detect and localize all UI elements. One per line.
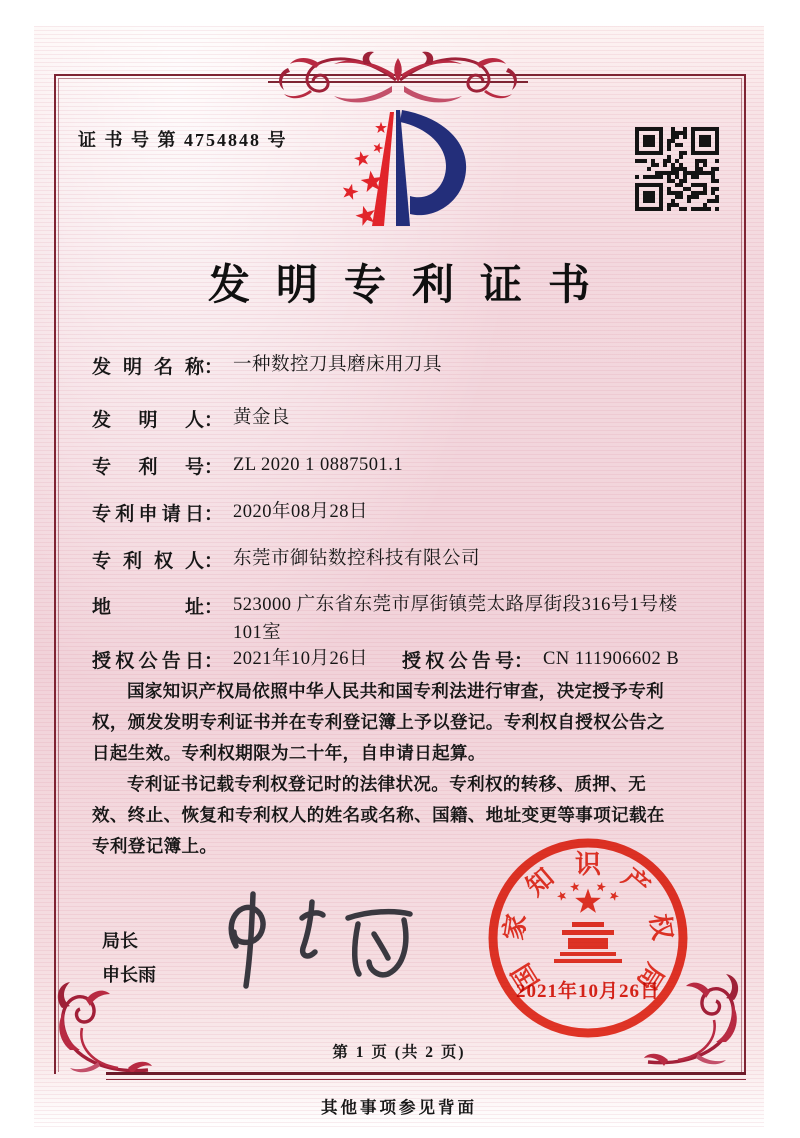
bottom-left-flourish [40,978,152,1078]
handwritten-signature [206,888,436,993]
qr-code [635,127,719,211]
field-filing-date [92,499,692,527]
field-colon: ： [204,651,224,672]
field-value: 523000 广东省东莞市厚街镇莞太路厚街段316号1号楼101室 [233,595,678,643]
field-label: 地址 [92,597,204,618]
seal-date: 2021年10月26日 [515,981,660,1002]
field-colon: ： [204,597,224,618]
field-value: ZL 2020 1 0887501.1 [233,455,404,475]
certificate-title: 发明专利证书 [207,263,616,309]
field-colon: ： [204,457,224,478]
svg-text:识: 识 [574,849,602,879]
svg-text:权: 权 [644,911,678,942]
field-value: 东莞市御钻数控科技有限公司 [233,549,481,569]
field-value: 2020年08月28日 [233,502,369,522]
legal-paragraph-2: 专利证书记载专利权登记时的法律状况。专利权的转移、质押、无效、终止、恢复和专利权人的姓名或名称、国籍、地址变更等事项记载在专利登记簿上。 [92,774,665,856]
field-label: 授权公告号 [402,651,515,672]
field-label: 授权公告日 [92,651,204,672]
svg-text:知: 知 [520,862,560,902]
certificate-number: 证 书 号 第 4754848 号 [78,130,288,150]
field-patentee [92,546,692,574]
field-colon: ： [204,410,224,431]
official-seal [484,834,692,1042]
signer-block [102,924,156,992]
svg-text:局: 局 [631,958,670,996]
field-value: 2021年10月26日 [233,649,369,669]
signer-title: 局长 [102,931,138,951]
field-label: 专利权人 [92,551,204,572]
field-label: 发明人 [92,410,204,431]
field-inventor [92,405,692,433]
field-colon: ： [204,357,224,378]
legal-paragraph-1: 国家知识产权局依照中华人民共和国专利法进行审查，决定授予专利权，颁发发明专利证书并在专利登记簿上予以登记。专利权自授权公告之日起生效。专利权期限为二十年，自申请日起算。 [92,681,665,763]
certificate-page [34,26,764,1128]
svg-text:国: 国 [506,958,545,996]
field-patent-number [92,452,692,480]
back-side-note: 其他事项参见背面 [321,1098,477,1117]
field-invention-name [92,352,692,380]
bottom-double-rule [106,1072,746,1080]
field-value: 黄金良 [233,408,291,428]
field-colon: ： [514,651,534,672]
svg-text:家: 家 [498,911,532,942]
field-colon: ： [204,504,224,525]
field-grant-date-and-number [92,646,692,674]
svg-text:产: 产 [616,862,656,902]
field-label: 专利申请日 [92,504,204,525]
field-address [92,592,692,648]
signer-name: 申长雨 [102,965,156,985]
field-colon: ： [204,551,224,572]
field-value: CN 111906602 B [543,649,680,669]
field-label: 专利号 [92,457,204,478]
cnipa-logo-icon [328,96,480,242]
field-label: 发明名称 [92,357,204,378]
field-value: 一种数控刀具磨床用刀具 [233,355,443,375]
page-number: 第 1 页 (共 2 页) [332,1044,466,1061]
